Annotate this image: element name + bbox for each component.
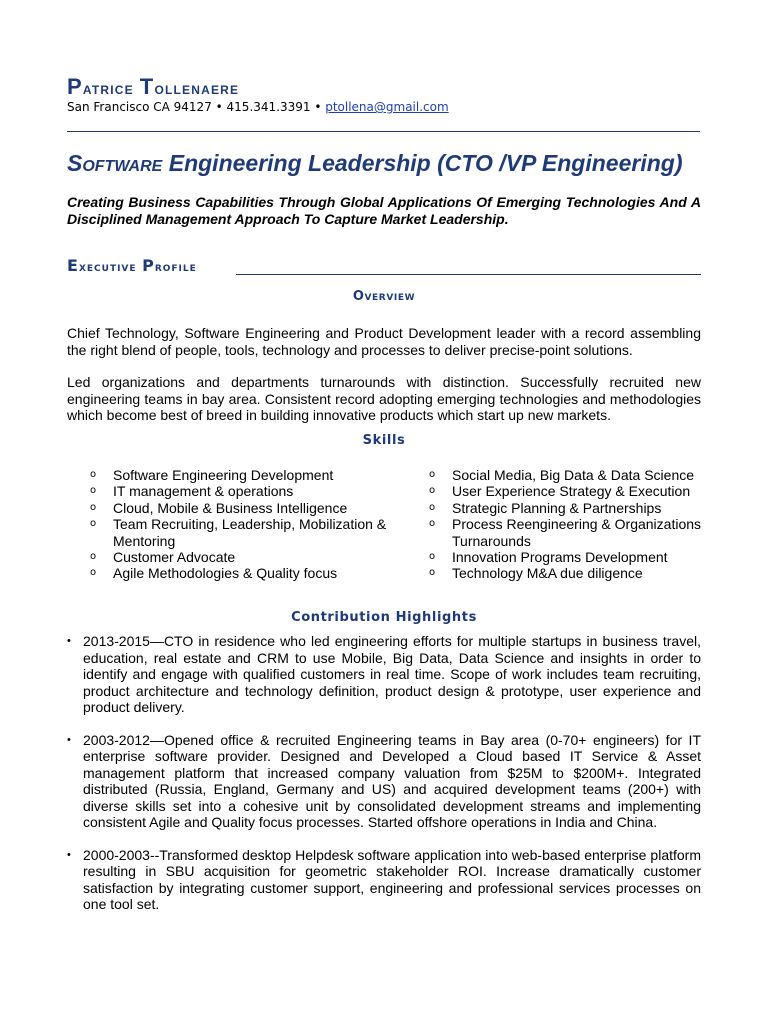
circle-bullet-icon: o [90,469,97,480]
bullet-icon: • [67,733,71,746]
contact-line [67,100,449,114]
circle-bullet-icon: o [429,567,436,579]
headline-first-word: Software [67,150,163,176]
skill-text: Social Media, Big Data & Data Science [452,467,695,483]
list-item [90,467,390,483]
contribution-highlights-heading: Contribution Highlights [291,610,477,625]
bullet-icon: • [67,635,71,647]
skills-list-right [429,467,709,582]
list-item [90,516,390,549]
highlights-list [67,633,701,913]
list-item [90,565,390,581]
circle-bullet-icon: o [429,501,436,513]
name-last-rest: ollenaere [154,79,240,98]
skill-text: Customer Advocate [113,549,236,566]
list-item [429,516,709,549]
list-item [67,732,701,831]
list-item [429,483,709,499]
list-item [67,633,701,716]
tagline: Creating Business Capabilities Through Global Applications Of Emerging Technologies And A Disciplined Management Approach To Capture Market Leadership. [67,194,701,227]
highlight-text: 2003-2012—Opened office & recruited Engineering teams in Bay area (0-70+ engineers) for IT enterprise software provider. Designed and Developed a Cloud based IT Service & Asset management platform that increased company valuation from $25M to $200M+. Integrated distributed (Russia, England, Germany and US) and acquired development teams (200+) with diverse skills set into a cohesive unit by consolidated development streams and implementing consistent Agile and Quality focus processes. Started offshore operations in India and China. [83,731,701,830]
circle-bullet-icon: o [90,501,97,513]
heading-initial: P [142,256,155,275]
skill-text: User Experience Strategy & Execution [452,483,691,500]
circle-bullet-icon: o [429,469,436,480]
circle-bullet-icon: o [90,485,97,497]
candidate-name [67,74,239,100]
circle-bullet-icon: o [90,518,97,530]
heading-text: rofile [154,260,197,275]
email-link[interactable]: ptollena@gmail.com [325,100,449,114]
contact-details: San Francisco CA 94127 • 415.341.3391 • [67,100,326,114]
circle-bullet-icon: o [429,551,436,563]
list-item [90,483,390,499]
highlight-text: 2013-2015—CTO in residence who led engineering efforts for multiple startups in business travel, education, real estate and CRM to use Mobile, Big Data, Data Science and insights in order to identify and engage with qualified customers in real time. Scope of work includes team recruiting, product architecture and technology definition, product design & prototype, user experience and product delivery. [83,633,701,715]
circle-bullet-icon: o [90,567,97,579]
header-divider [67,131,700,132]
heading-text: xecutive [78,260,143,275]
headline [67,150,682,177]
skills-heading: Skills [362,433,406,448]
circle-bullet-icon: o [429,485,436,497]
skills-list-left [90,467,390,582]
skill-text: Technology M&A due diligence [452,565,643,582]
list-item [90,549,390,565]
skill-text: IT management & operations [113,483,294,500]
name-last-initial: T [139,74,155,99]
name-first-rest: atrice [82,79,134,98]
heading-initial: E [67,256,79,275]
skill-text: Process Reengineering & Organizations Turnarounds [452,516,702,549]
list-item [429,467,709,483]
skill-text: Software Engineering Development [113,467,334,483]
list-item [429,500,709,516]
highlight-text: 2000-2003--Transformed desktop Helpdesk software application into web-based enterprise platform resulting in SBU acquisition for geometric stakeholder ROI. Increase dramatically customer satisfaction by integrating customer support, engineering and professional services processes on one tool set. [83,846,701,912]
list-item [67,847,701,913]
list-item [90,500,390,516]
overview-heading: Overview [352,289,416,304]
circle-bullet-icon: o [429,518,436,530]
list-item [429,565,709,581]
overview-paragraph-2: Led organizations and departments turnarounds with distinction. Successfully recruited new engineering teams in bay area. Consistent record adopting emerging technologies and methodologies which become best of breed in building innovative products which start up new markets. [67,374,701,423]
headline-rest: Engineering Leadership (CTO /VP Engineering) [162,150,683,176]
circle-bullet-icon: o [90,551,97,563]
skill-text: Team Recruiting, Leadership, Mobilization & Mentoring [113,516,387,549]
bullet-icon: • [67,848,71,861]
executive-profile-heading [67,256,197,275]
skill-text: Agile Methodologies & Quality focus [113,565,338,582]
executive-profile-rule [236,274,701,275]
name-first-initial: P [67,74,83,99]
skill-text: Cloud, Mobile & Business Intelligence [113,499,348,516]
skill-text: Innovation Programs Development [452,549,668,566]
list-item [429,549,709,565]
skill-text: Strategic Planning & Partnerships [452,499,662,516]
overview-paragraph-1: Chief Technology, Software Engineering and Product Development leader with a record assembling the right blend of people, tools, technology and processes to deliver precise-point solutions. [67,325,701,358]
